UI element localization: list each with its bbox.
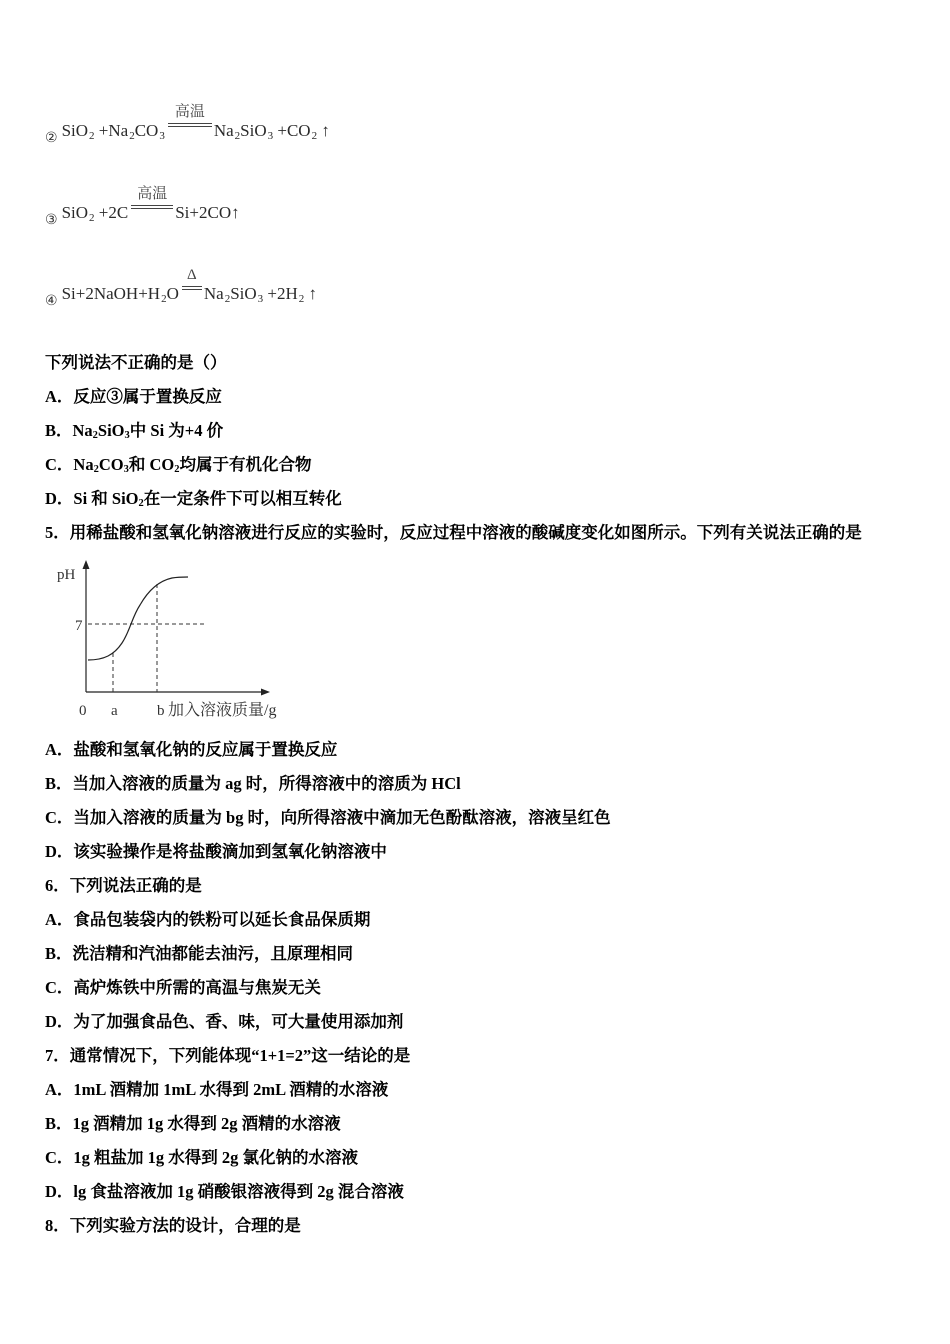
equation-4 — [45, 267, 318, 309]
q7-option-b: B．1g 酒精加 1g 水得到 2g 酒精的水溶液 — [45, 1114, 341, 1133]
equals-sign — [168, 123, 212, 127]
gas-arrow: ↑ — [317, 121, 330, 140]
formula-part: Si+2CO↑ — [175, 203, 240, 222]
option-text: D．Si 和 SiO — [45, 489, 139, 508]
formula-part: Si+2NaOH+H — [61, 284, 161, 303]
option-a: A．反应③属于置换反应 — [45, 387, 222, 406]
origin-label: 0 — [79, 703, 87, 719]
q5-option-d: D．该实验操作是将盐酸滴加到氢氧化钠溶液中 — [45, 842, 387, 861]
equation-number: ③ — [45, 212, 58, 228]
option-text: CO — [98, 455, 124, 474]
q6-option-c: C．高炉炼铁中所需的高温与焦炭无关 — [45, 978, 321, 997]
option-d — [45, 482, 862, 516]
subscript: 3 — [159, 130, 165, 142]
q7-option-d: D．lg 食盐溶液加 1g 硝酸银溶液得到 2g 混合溶液 — [45, 1182, 404, 1201]
subscript: 2 — [89, 130, 95, 142]
subscript: 3 — [257, 293, 264, 305]
q5-option-b: B．当加入溶液的质量为 ag 时，所得溶液中的溶质为 HCl — [45, 774, 461, 793]
y-axis-arrow — [83, 560, 90, 569]
option-text: 在一定条件下可以相互转化 — [143, 489, 342, 508]
condition-text: 高温 — [174, 104, 205, 120]
reaction-condition — [182, 267, 202, 290]
option-text: SiO — [97, 421, 125, 440]
question-7-stem: 7．通常情况下，下列能体现“1+1=2”这一结论的是 — [45, 1046, 411, 1065]
subscript: 2 — [129, 130, 135, 142]
q6-option-d: D．为了加强食品色、香、味，可大量使用添加剂 — [45, 1012, 404, 1031]
equation-number: ② — [45, 130, 58, 146]
subscript: 2 — [161, 293, 167, 305]
question-5-stem: 5．用稀盐酸和氢氧化钠溶液进行反应的实验时，反应过程中溶液的酸碱度变化如图所示。下列有关说法正确的是 — [45, 523, 862, 542]
q5-option-a: A．盐酸和氢氧化钠的反应属于置换反应 — [45, 740, 338, 759]
question-8-stem: 8．下列实验方法的设计，合理的是 — [45, 1216, 301, 1235]
option-text: B．Na — [45, 421, 93, 440]
formula-part: O — [166, 284, 179, 303]
option-text: C．Na — [45, 455, 94, 474]
subscript: 2 — [92, 430, 98, 441]
subscript: 2 — [93, 464, 99, 475]
subscript: 2 — [89, 212, 95, 224]
reaction-condition — [131, 186, 173, 209]
subscript: 2 — [298, 293, 305, 305]
formula-part: +2H — [263, 284, 298, 303]
condition-text: 高温 — [137, 186, 168, 202]
formula-part: Na — [203, 284, 224, 303]
subscript: 2 — [138, 498, 144, 509]
q6-option-a: A．食品包装袋内的铁粉可以延长食品保质期 — [45, 910, 371, 929]
q7-option-a: A．1mL 酒精加 1mL 水得到 2mL 酒精的水溶液 — [45, 1080, 389, 1099]
question-4-block — [45, 346, 862, 550]
q7-option-c: C．1g 粗盐加 1g 水得到 2g 氯化钠的水溶液 — [45, 1148, 359, 1167]
gas-arrow: ↑ — [304, 284, 318, 303]
ph-curve — [88, 577, 188, 660]
formula-part: Na — [213, 121, 234, 140]
condition-text: Δ — [187, 267, 197, 283]
subscript: 2 — [234, 130, 241, 142]
formula-part: SiO — [240, 121, 267, 140]
formula-part: CO — [134, 121, 159, 140]
ph-curve-figure — [40, 555, 295, 725]
equals-sign — [131, 205, 173, 209]
questions-5-to-8-block — [45, 733, 611, 1243]
subscript: 3 — [267, 130, 274, 142]
q6-option-b: B．洗洁精和汽油都能去油污，且原理相同 — [45, 944, 354, 963]
formula-part: SiO — [230, 284, 257, 303]
x-tick-a: a — [111, 703, 118, 719]
subscript: 3 — [124, 430, 130, 441]
subscript: 2 — [311, 130, 318, 142]
x-axis-label: 加入溶液质量/g — [168, 702, 277, 719]
formula-part: +Na — [94, 121, 129, 140]
formula-part: SiO — [61, 203, 89, 222]
question-stem: 下列说法不正确的是（） — [45, 353, 227, 372]
option-c — [45, 448, 862, 482]
equation-2 — [45, 104, 330, 146]
formula-part: +2C — [94, 203, 129, 222]
option-b — [45, 414, 862, 448]
option-text: 均属于有机化合物 — [179, 455, 312, 474]
subscript: 2 — [174, 464, 180, 475]
option-text: 中 Si 为+4 价 — [129, 421, 224, 440]
x-tick-b: b — [157, 703, 165, 719]
option-text: 和 CO — [128, 455, 175, 474]
equation-3 — [45, 186, 240, 228]
subscript: 3 — [123, 464, 129, 475]
formula-part: SiO — [61, 121, 89, 140]
equals-sign — [182, 286, 202, 290]
reaction-condition — [168, 104, 212, 127]
y-tick-7: 7 — [75, 618, 83, 634]
equation-number: ④ — [45, 293, 58, 309]
subscript: 2 — [224, 293, 231, 305]
formula-part: +CO — [273, 121, 311, 140]
q5-option-c: C．当加入溶液的质量为 bg 时，向所得溶液中滴加无色酚酞溶液，溶液呈红色 — [45, 808, 611, 827]
question-6-stem: 6．下列说法正确的是 — [45, 876, 202, 895]
x-axis-arrow — [261, 689, 270, 696]
y-axis-label: pH — [57, 567, 76, 583]
